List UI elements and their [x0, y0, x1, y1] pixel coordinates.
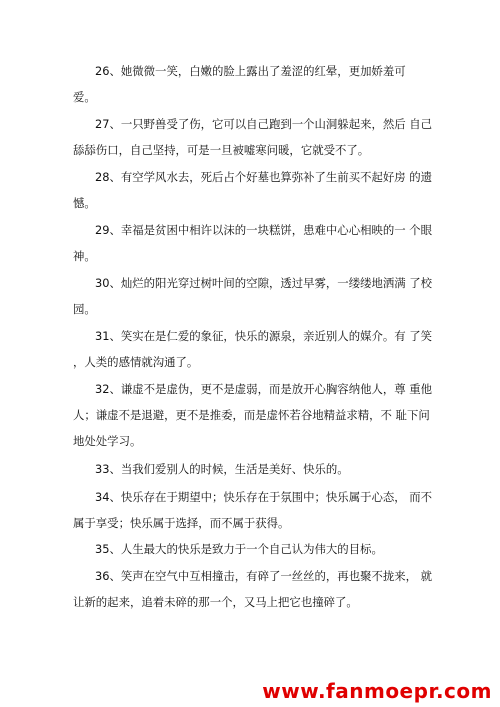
- paragraph-line: 属于享受；快乐属于选择，而不属于获得。: [73, 516, 290, 530]
- paragraph-26: [73, 58, 453, 110]
- paragraph-32: [73, 376, 453, 454]
- paragraph-line: 让新的起来，追着未碎的那一个，又马上把它也撞碎了。: [73, 595, 358, 609]
- paragraph-line: 爱。: [73, 90, 96, 104]
- paragraph-27: [73, 111, 453, 163]
- paragraph-35: [73, 536, 453, 562]
- paragraph-33: [73, 456, 453, 482]
- paragraph-line: 34、快乐存在于期望中；快乐存在于氛围中；快乐属于心态， 而不: [95, 490, 433, 504]
- paragraph-line: 36、笑声在空气中互相撞击，有碎了一丝丝的，再也聚不拢来， 就: [95, 569, 433, 583]
- paragraph-line: 30、灿烂的阳光穿过树叶间的空隙，透过早雾，一缕缕地洒满 了校: [95, 276, 433, 290]
- paragraph-line: 舔舔伤口，自己坚持，可是一旦被嘘寒问暖，它就受不了。: [73, 143, 370, 157]
- paragraph-line: 31、笑实在是仁爱的象征，快乐的源泉，亲近别人的媒介。有 了笑: [95, 329, 433, 343]
- paragraph-line: 26、她微微一笑，白嫩的脸上露出了羞涩的红晕，更加娇羞可: [95, 64, 406, 78]
- paragraph-line: 地处处学习。: [73, 434, 142, 448]
- paragraph-30: [73, 270, 453, 322]
- footer-website-link[interactable]: www.fanmoepr.com: [262, 679, 492, 703]
- paragraph-28: [73, 164, 453, 216]
- paragraph-line: 35、人生最大的快乐是致力于一个自己认为伟大的目标。: [95, 542, 383, 556]
- paragraph-line: 27、一只野兽受了伤，它可以自己跑到一个山洞躲起来，然后 自己: [95, 117, 433, 131]
- paragraph-31: [73, 323, 453, 375]
- paragraph-line: 神。: [73, 249, 96, 263]
- paragraph-line: 人；谦虚不是退避，更不是推委，而是虚怀若谷地精益求精，不 耻下问: [73, 408, 430, 422]
- paragraph-34: [73, 484, 453, 536]
- paragraph-line: ，人类的感情就沟通了。: [73, 355, 199, 369]
- paragraph-line: 33、当我们爱别人的时候，生活是美好、快乐的。: [95, 462, 349, 476]
- paragraph-line: 32、谦虚不是虚伪，更不是虚弱，而是放开心胸容纳他人，尊 重他: [95, 382, 433, 396]
- paragraph-line: 憾。: [73, 196, 96, 210]
- paragraph-line: 28、有空学风水去，死后占个好墓也算弥补了生前买不起好房 的遗: [95, 170, 433, 184]
- paragraph-line: 园。: [73, 302, 96, 316]
- paragraph-36: [73, 563, 453, 615]
- paragraph-29: [73, 217, 453, 269]
- paragraph-line: 29、幸福是贫困中相许以沫的一块糕饼，患难中心心相映的一 个眼: [95, 223, 433, 237]
